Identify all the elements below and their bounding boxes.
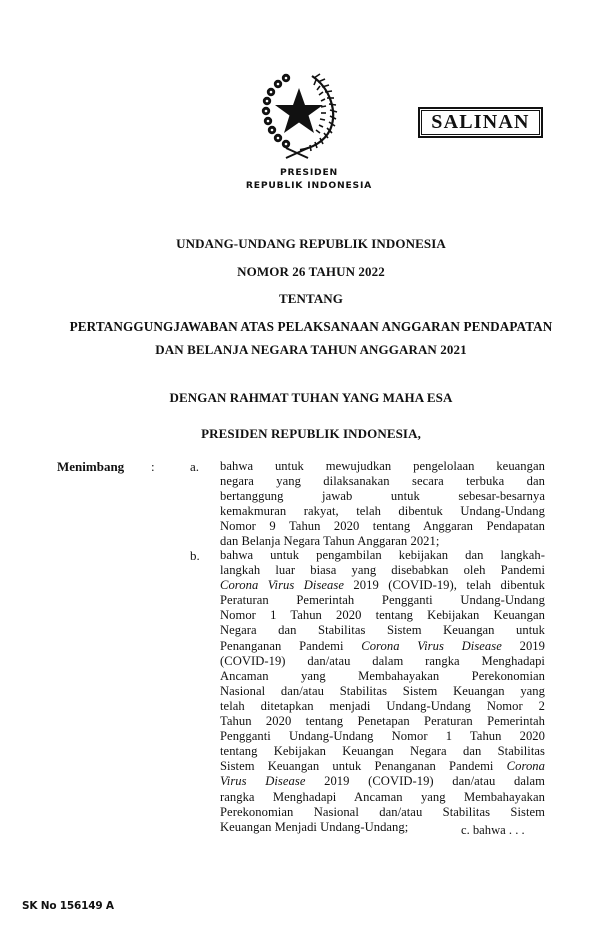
consideration-b-line: Pengganti Undang-Undang Nomor 1 Tahun 2020 <box>220 729 545 744</box>
office-title-republik: REPUBLIK INDONESIA <box>245 180 373 191</box>
office-title-presiden: PRESIDEN <box>279 167 339 178</box>
consideration-b-line: Sistem Keuangan untuk Penanganan Pandemi Corona <box>220 759 545 774</box>
consideration-b-line: Peraturan Pemerintah Pengganti Undang-Undang <box>220 593 545 608</box>
consideration-b-line: Keuangan Menjadi Undang-Undang; <box>220 819 409 834</box>
consideration-b-line: Corona Virus Disease 2019 (COVID-19), telah dibentuk <box>220 578 545 593</box>
tentang-heading: TENTANG <box>278 291 344 306</box>
law-number-heading: NOMOR 26 TAHUN 2022 <box>237 264 385 279</box>
consideration-letter-a: a. <box>190 459 200 474</box>
consideration-a-line: dan Belanja Negara Tahun Anggaran 2021; <box>220 534 440 549</box>
consideration-letter-b: b. <box>190 548 200 563</box>
consideration-b-line: rangka Menghadapi Ancaman yang Membahayakan <box>220 789 545 804</box>
issuer-heading: PRESIDEN REPUBLIK INDONESIA, <box>201 426 421 441</box>
consideration-b-line: Virus Disease 2019 (COVID-19) dan/atau dalam <box>220 774 545 789</box>
consideration-a-line: bertanggung jawab untuk sebesar-besarnya <box>220 489 545 504</box>
invocation-heading: DENGAN RAHMAT TUHAN YANG MAHA ESA <box>169 390 453 405</box>
consideration-b-line: langkah luar biasa yang disebabkan oleh Pandemi <box>220 563 545 578</box>
law-subject-line1: PERTANGGUNGJAWABAN ATAS PELAKSANAAN ANGGARAN PENDAPATAN <box>69 319 553 334</box>
page-continuation-marker: c. bahwa . . . <box>461 823 525 837</box>
consideration-b-line: bahwa untuk pengambilan kebijakan dan langkah- <box>220 548 545 562</box>
presidential-emblem-icon <box>256 64 342 160</box>
consideration-a-line: kemakmuran rakyat, telah dibentuk Undang-Undang <box>220 504 545 519</box>
consideration-item-b <box>220 548 545 835</box>
consideration-b-line: Ancaman yang Membahayakan Perekonomian <box>220 668 545 683</box>
consideration-item-a <box>220 459 545 550</box>
salinan-stamp: SALINAN <box>418 107 543 138</box>
consideration-a-line: bahwa untuk mewujudkan pengelolaan keuangan <box>220 459 545 473</box>
considerations-label: Menimbang <box>57 459 125 474</box>
consideration-a-line: Nomor 9 Tahun 2020 tentang Anggaran Pendapatan <box>220 519 545 534</box>
consideration-b-line: Negara dan Stabilitas Sistem Keuangan untuk <box>220 623 545 638</box>
consideration-b-line: tentang Kebijakan Keuangan Negara dan Stabilitas <box>220 744 545 759</box>
considerations-separator: : <box>151 459 155 474</box>
consideration-b-line: Nasional dan/atau Stabilitas Sistem Keuangan yang <box>220 683 545 698</box>
consideration-b-line: telah ditetapkan menjadi Undang-Undang Nomor 2 <box>220 698 545 713</box>
consideration-b-line: (COVID-19) dan/atau dalam rangka Menghadapi <box>220 653 545 668</box>
law-subject-line2: DAN BELANJA NEGARA TAHUN ANGGARAN 2021 <box>155 342 467 357</box>
consideration-b-line: Nomor 1 Tahun 2020 tentang Kebijakan Keuangan <box>220 608 545 623</box>
sk-serial-number: SK No 156149 A <box>22 900 114 912</box>
consideration-a-line: negara yang dilaksanakan secara terbuka dan <box>220 474 545 489</box>
consideration-b-line: Tahun 2020 tentang Penetapan Peraturan Pemerintah <box>220 714 545 729</box>
law-type-heading: UNDANG-UNDANG REPUBLIK INDONESIA <box>176 236 446 251</box>
consideration-b-line: Perekonomian Nasional dan/atau Stabilitas Sistem <box>220 804 545 819</box>
consideration-b-line: Penanganan Pandemi Corona Virus Disease 2019 <box>220 638 545 653</box>
